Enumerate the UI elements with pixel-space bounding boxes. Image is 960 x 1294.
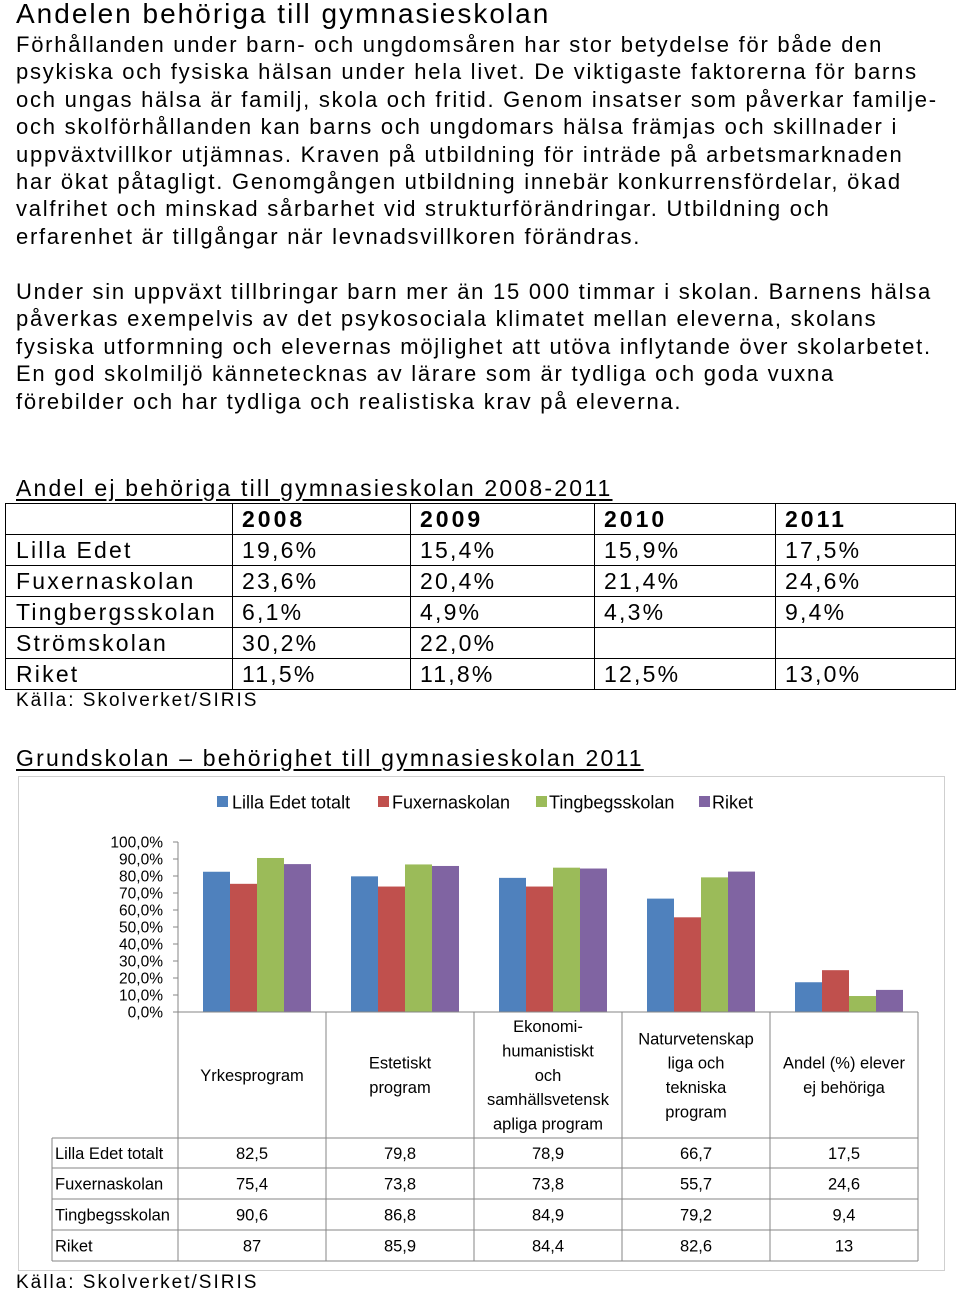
- school-name-cell: Tingbergsskolan: [6, 597, 233, 628]
- legend-label: Lilla Edet totalt: [232, 792, 351, 813]
- table-year-header: 2011: [776, 504, 956, 535]
- category-label-line: ej behöriga: [803, 1078, 885, 1097]
- percentage-cell: 11,5%: [233, 659, 411, 690]
- y-tick-label: 10,0%: [119, 987, 163, 1005]
- data-table-value: 82,5: [235, 1144, 269, 1163]
- legend-label: Tingbegsskolan: [549, 792, 675, 813]
- paragraph-line: Under sin uppväxt tillbringar barn mer än 15 000 timmar i skolan. Barnens hälsa: [16, 279, 932, 304]
- legend-swatch: [378, 796, 389, 807]
- data-table-value: 75,4: [235, 1175, 269, 1194]
- percentage-cell: 15,4%: [411, 535, 595, 566]
- data-table-value: 78,9: [531, 1144, 565, 1163]
- y-tick-label: 0,0%: [127, 1004, 163, 1022]
- data-table-value: 84,9: [531, 1206, 565, 1225]
- data-table-value: 87: [242, 1237, 262, 1256]
- legend-label: Riket: [712, 792, 754, 813]
- paragraph-line: uppväxtvillkor utjämnas. Kraven på utbildning för inträde på arbetsmarknaden: [16, 141, 904, 167]
- percentage-cell: [776, 628, 956, 659]
- data-table-value: 55,7: [679, 1175, 713, 1194]
- category-label-line: samhällsvetensk: [487, 1091, 609, 1110]
- percentage-cell: 9,4%: [776, 597, 956, 628]
- table-row: [6, 659, 956, 690]
- school-name-cell: Strömskolan: [6, 628, 233, 659]
- category-label-line: humanistiskt: [502, 1042, 594, 1061]
- y-tick-label: 30,0%: [119, 953, 163, 971]
- category-label-line: program: [665, 1103, 727, 1122]
- percentage-cell: 17,5%: [776, 535, 956, 566]
- table-header-row: [6, 504, 956, 535]
- category-label-line: liga och: [667, 1054, 725, 1073]
- bar: [674, 917, 701, 1012]
- data-table-value: 13: [834, 1237, 854, 1256]
- table-heading: Andel ej behöriga till gymnasieskolan 2008-2011: [16, 475, 613, 501]
- paragraph-line: har ökat påtagligt. Genomgången utbildning innebär konkurrensfördelar, ökad: [16, 168, 902, 194]
- school-name-cell: Lilla Edet: [6, 535, 233, 566]
- percentage-cell: 12,5%: [595, 659, 776, 690]
- legend-item: [536, 792, 674, 812]
- data-table-row-label: Riket: [55, 1237, 93, 1256]
- percentage-cell: 11,8%: [411, 659, 595, 690]
- table-row: [6, 628, 956, 659]
- percentage-cell: [595, 628, 776, 659]
- bar: [405, 864, 432, 1012]
- page-title: Andelen behöriga till gymnasieskolan: [16, 0, 551, 29]
- ineligible-students-table: [5, 503, 956, 690]
- data-table-value: 85,9: [383, 1237, 417, 1256]
- bar: [647, 899, 674, 1012]
- category-label-line: Andel (%) elever: [783, 1054, 905, 1073]
- bar: [203, 872, 230, 1012]
- category-label-line: och: [534, 1066, 562, 1085]
- data-table-value: 90,6: [235, 1206, 269, 1225]
- y-tick-label: 80,0%: [119, 868, 163, 886]
- percentage-cell: 23,6%: [233, 566, 411, 597]
- y-tick-label: 90,0%: [119, 851, 163, 869]
- eligibility-bar-chart: [18, 776, 945, 1271]
- legend-label: Fuxernaskolan: [392, 792, 511, 813]
- data-table-row-label: Fuxernaskolan: [55, 1175, 164, 1194]
- percentage-cell: 24,6%: [776, 566, 956, 597]
- table-body: [6, 535, 956, 690]
- paragraph-line: erfarenhet är tillgångar när levnadsvillkoren förändras.: [16, 223, 642, 249]
- percentage-cell: 6,1%: [233, 597, 411, 628]
- y-tick-label: 40,0%: [119, 936, 163, 954]
- data-table-value: 79,8: [383, 1144, 417, 1163]
- percentage-cell: 4,9%: [411, 597, 595, 628]
- percentage-cell: 19,6%: [233, 535, 411, 566]
- percentage-cell: 15,9%: [595, 535, 776, 566]
- paragraph-line: förebilder och har tydliga och realistiska krav på eleverna.: [16, 388, 683, 414]
- bar: [849, 996, 876, 1012]
- bar: [795, 982, 822, 1012]
- y-tick-label: 70,0%: [119, 885, 163, 903]
- table-source-note: Källa: Skolverket/SIRIS: [16, 690, 259, 711]
- data-table-value: 86,8: [383, 1206, 417, 1225]
- bar: [351, 876, 378, 1012]
- table-row: [6, 535, 956, 566]
- bar: [526, 887, 553, 1012]
- paragraph-line: En god skolmiljö kännetecknas av lärare som är tydliga och goda vuxna: [16, 361, 836, 387]
- bar: [432, 866, 459, 1012]
- chart-source-note: Källa: Skolverket/SIRIS: [16, 1272, 259, 1293]
- paragraph-line: och ungas hälsa är familj, skola och fritid. Genom insatser som påverkar familje-: [16, 86, 938, 112]
- legend-swatch: [217, 796, 228, 807]
- category-label-line: program: [369, 1078, 431, 1097]
- paragraph-line: Förhållanden under barn- och ungdomsåren har stor betydelse för både den: [16, 32, 884, 57]
- y-tick-label: 20,0%: [119, 970, 163, 988]
- data-table-value: 73,8: [383, 1175, 417, 1194]
- table-year-header: 2008: [233, 504, 411, 535]
- category-label-line: tekniska: [665, 1078, 727, 1097]
- data-table-value: 79,2: [679, 1206, 713, 1225]
- bar: [257, 858, 284, 1012]
- data-table-value: 24,6: [827, 1175, 861, 1194]
- paragraph-line: fysiska utformning och elevernas möjlighet att utöva inflytande över skolarbetet.: [16, 333, 932, 359]
- data-table-value: 17,5: [827, 1144, 861, 1163]
- paragraph-line: påverkas exempelvis av det psykosociala klimatet mellan eleverna, skolans: [16, 306, 878, 332]
- data-table-row-label: Lilla Edet totalt: [55, 1144, 164, 1163]
- paragraph-line: valfrihet och minskad sårbarhet vid strukturförändringar. Utbildning och: [16, 196, 831, 222]
- percentage-cell: 30,2%: [233, 628, 411, 659]
- school-paragraph: [16, 278, 956, 415]
- paragraph-line: och skolförhållanden kan barns och ungdomars hälsa främjas och skillnader i: [16, 114, 899, 140]
- intro-paragraph: [16, 31, 956, 250]
- category-label-line: apliga program: [492, 1115, 604, 1134]
- percentage-cell: 20,4%: [411, 566, 595, 597]
- data-table-value: 73,8: [531, 1175, 565, 1194]
- data-table-row-label: Tingbegsskolan: [55, 1206, 170, 1225]
- y-tick-label: 60,0%: [119, 902, 163, 920]
- category-label-line: Ekonomi-: [513, 1018, 583, 1037]
- percentage-cell: 13,0%: [776, 659, 956, 690]
- table-row: [6, 597, 956, 628]
- percentage-cell: 22,0%: [411, 628, 595, 659]
- bar: [701, 877, 728, 1012]
- table-corner-cell: [6, 504, 233, 535]
- legend-item: [217, 792, 350, 812]
- bar: [876, 990, 903, 1012]
- chart-heading: Grundskolan – behörighet till gymnasieskolan 2011: [16, 745, 644, 771]
- bar: [230, 884, 257, 1012]
- paragraph-line: psykiska och fysiska hälsan under hela livet. De viktigaste faktorerna för barns: [16, 59, 918, 85]
- bar: [499, 878, 526, 1012]
- school-name-cell: Fuxernaskolan: [6, 566, 233, 597]
- category-label: [200, 1067, 304, 1085]
- y-tick-label: 50,0%: [119, 919, 163, 937]
- y-tick-label: 100,0%: [110, 834, 163, 852]
- table-row: [6, 566, 956, 597]
- data-table-value: 82,6: [679, 1237, 713, 1256]
- bar: [822, 970, 849, 1012]
- data-table-value: 84,4: [531, 1237, 565, 1256]
- legend-swatch: [536, 796, 547, 807]
- table-year-header: 2010: [595, 504, 776, 535]
- legend-swatch: [699, 796, 710, 807]
- legend-item: [378, 792, 510, 812]
- data-table-value: 9,4: [832, 1206, 856, 1225]
- percentage-cell: 4,3%: [595, 597, 776, 628]
- bar: [284, 864, 311, 1012]
- bar: [580, 869, 607, 1012]
- bar: [728, 872, 755, 1012]
- category-label-line: Estetiskt: [368, 1054, 432, 1073]
- school-name-cell: Riket: [6, 659, 233, 690]
- category-label-line: Naturvetenskap: [638, 1030, 754, 1049]
- bar: [553, 868, 580, 1012]
- bar: [378, 887, 405, 1012]
- category-label-line: Yrkesprogram: [200, 1066, 304, 1085]
- percentage-cell: 21,4%: [595, 566, 776, 597]
- data-table-value: 66,7: [679, 1144, 713, 1163]
- table-year-header: 2009: [411, 504, 595, 535]
